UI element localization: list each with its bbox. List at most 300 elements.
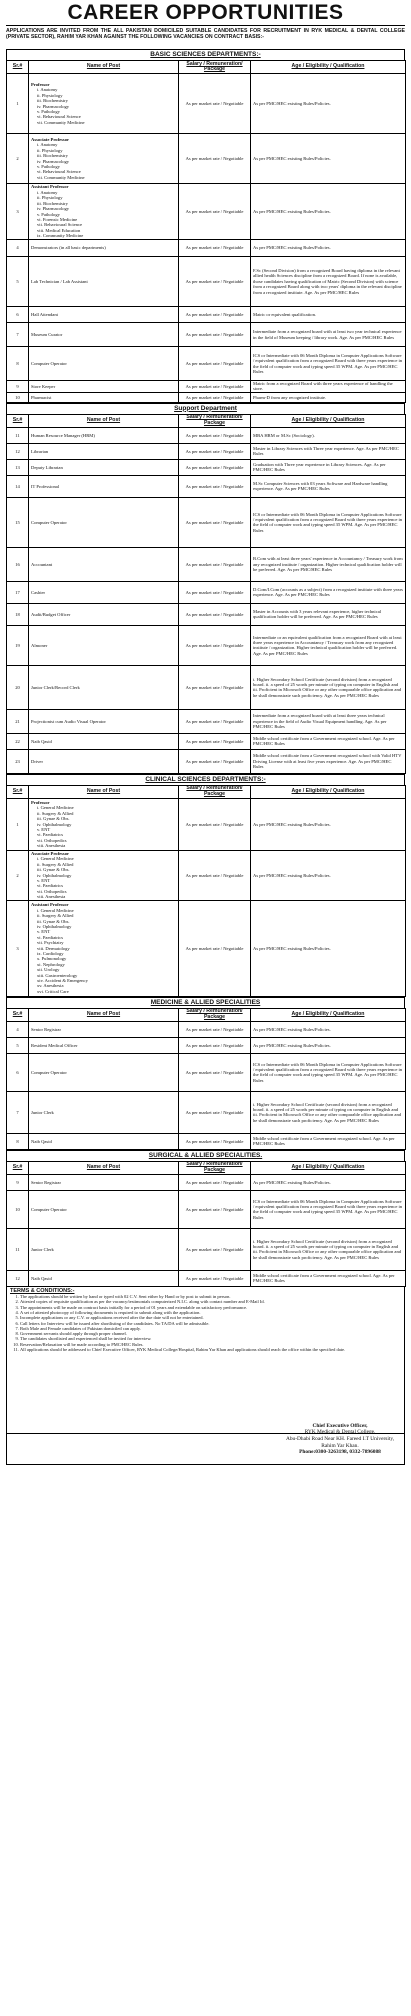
post-name: IT Professional	[31, 483, 60, 489]
salary-cell: As per market rate / Negotiable	[179, 1228, 251, 1270]
post-name: Assistant Professor	[31, 902, 69, 908]
post-name-cell	[29, 74, 179, 134]
post-name-cell	[29, 134, 179, 184]
post-name-cell	[29, 733, 179, 749]
table-row	[7, 1190, 406, 1228]
salary-cell: As per market rate / Negotiable	[179, 1174, 251, 1190]
department-item: viii. Dermatology	[37, 945, 70, 951]
intro-paragraph: APPLICATIONS ARE INVITED FROM THE ALL PAKISTAN DOMICILED SUITABLE CANDIDATES FOR RECRUITMENT IN RYK MEDICAL & DENTAL COLLEGE (PRIVATE SECTOR), RAHIM YAR KHAN AGAINST THE FOLLOWING VACANCIES ON CONTRACT BASIS:-	[6, 25, 405, 49]
term-item: 11. All applications should be addressed to Chief Executive Officer, RYK Medical College/Hospital, Rahim Yar Khan and applications should reach the office within the specified date.	[20, 1347, 401, 1352]
column-header-sr: Sr.#	[7, 1008, 29, 1021]
salary-cell: As per market rate / Negotiable	[179, 798, 251, 850]
department-item: ix. Community Medicine	[37, 233, 84, 239]
salary-cell: As per market rate / Negotiable	[179, 1053, 251, 1091]
serial-number: 7	[7, 1091, 29, 1133]
post-name-cell	[29, 475, 179, 497]
post-name: Senior Registrar	[31, 1026, 61, 1032]
department-item: viii. Anesthesia	[37, 894, 66, 900]
salary-cell: As per market rate / Negotiable	[179, 74, 251, 134]
salary-cell: As per market rate / Negotiable	[179, 427, 251, 443]
post-name-cell	[29, 709, 179, 733]
post-name: Associate Professor	[31, 136, 70, 142]
table-row	[7, 307, 406, 323]
department-item: xiv. Accident & Emergency	[37, 978, 88, 984]
serial-number: 9	[7, 1174, 29, 1190]
salary-cell: As per market rate / Negotiable	[179, 392, 251, 402]
table-row	[7, 392, 406, 402]
eligibility-cell: Matric or equivalent qualification.	[251, 307, 406, 323]
section-title: Support Department	[6, 403, 405, 414]
serial-number: 3	[7, 900, 29, 996]
eligibility-cell: As per PMC/HEC existing Rules/Policies.	[251, 850, 406, 900]
eligibility-cell: Middle school certificate from a Government recognized school. Age. As per PMC/HEC Rules	[251, 1270, 406, 1286]
post-name: Computer Operator	[31, 1069, 67, 1075]
terms-and-conditions	[6, 1287, 405, 1434]
term-item: 6. Call letters for Interview will be issued after shortlisting of the candidates. No TA/DA will be admissible.	[20, 1321, 401, 1326]
eligibility-cell: Matric from a recognized Board with three years experience of handling the store.	[251, 381, 406, 393]
table-row	[7, 749, 406, 773]
column-header-name: Name of Post	[29, 1161, 179, 1174]
eligibility-cell: Middle school certificate from a Government recognized school with Valid HTV Driving License with at least five years experience. Age. As per PMC/HEC Rules	[251, 749, 406, 773]
term-item: 2. Attested copies of requisite qualification as per the vacancy/testimonials computerized N.I.C. along with contact number and E-Mail Id.	[20, 1299, 401, 1304]
table-row	[7, 547, 406, 581]
department-item: vii. Community Medicine	[37, 174, 85, 180]
department-item: vii. Orthopedics	[37, 837, 67, 843]
serial-number: 14	[7, 475, 29, 497]
post-name-cell	[29, 603, 179, 625]
post-name: Computer Operator	[31, 360, 67, 366]
salary-cell: As per market rate / Negotiable	[179, 497, 251, 547]
table-row	[7, 257, 406, 307]
serial-number: 1	[7, 74, 29, 134]
eligibility-cell: Pharm-D from any recognized institute.	[251, 392, 406, 402]
department-item: vi. Paediatrics	[37, 883, 64, 889]
department-item: ii. Surgery & Allied	[37, 810, 74, 816]
eligibility-cell: MBA HRM or M.Sc (Sociology).	[251, 427, 406, 443]
section-title: MEDICINE & ALLIED SPECIALITIES	[6, 997, 405, 1008]
serial-number: 17	[7, 581, 29, 603]
post-name-cell	[29, 1053, 179, 1091]
vacancy-table	[6, 785, 406, 997]
post-name: Professor	[31, 81, 50, 87]
department-item: viii. Anesthesia	[37, 843, 66, 849]
department-item: i. General Medicine	[37, 907, 74, 913]
post-name-cell	[29, 1133, 179, 1149]
post-name: Pharmacist	[31, 394, 52, 400]
term-item: 5. Incomplete applications or any C.V. or applications received after the due date will not be entertained.	[20, 1315, 401, 1320]
column-header-age: Age / Eligibility / Qualification	[251, 61, 406, 74]
eligibility-cell: As per PMC/HEC existing Rules/Policies.	[251, 74, 406, 134]
serial-number: 5	[7, 257, 29, 307]
salary-cell: As per market rate / Negotiable	[179, 1021, 251, 1037]
contact-address-2: Rahim Yar Khan.	[321, 1442, 359, 1449]
department-item: iv. Ophthalmology	[37, 872, 72, 878]
eligibility-cell: i. Higher Secondary School Certificate (second division) from a recognized board. ii. a speed of 25 words per minute of typing on computer in English and iii. Proficient in Microsoft Office or any other comparable office application and he shall demonstrate such proficiency. Age. As per PMC/HEC Rules	[251, 665, 406, 709]
salary-cell: As per market rate / Negotiable	[179, 709, 251, 733]
term-item: 8. Government servants should apply through proper channel.	[20, 1331, 401, 1336]
table-row	[7, 1174, 406, 1190]
post-name: Naib Qasid	[31, 1275, 52, 1281]
salary-cell: As per market rate / Negotiable	[179, 1270, 251, 1286]
table-header-row	[7, 414, 406, 427]
term-item: 10. Reservation/Relaxation will be made according to PMC/HEC Rules.	[20, 1342, 401, 1347]
salary-cell: As per market rate / Negotiable	[179, 347, 251, 381]
contact-address-1: Abu-Dhabi Road Near KH. Fareed I.T University,	[285, 1436, 395, 1443]
contact-officer: Chief Executive Officer,	[312, 1422, 368, 1429]
table-row	[7, 323, 406, 347]
eligibility-cell: Graduation with Three year experience in Library Sciences. Age. As per PMC/HEC Rules	[251, 459, 406, 475]
eligibility-cell: As per PMC/HEC existing Rules/Policies.	[251, 1174, 406, 1190]
salary-cell: As per market rate / Negotiable	[179, 240, 251, 257]
post-name-cell	[29, 1174, 179, 1190]
term-item: 7. Both Male and Female candidates of Pakistan domiciled can apply.	[20, 1326, 401, 1331]
serial-number: 16	[7, 547, 29, 581]
salary-cell: As per market rate / Negotiable	[179, 1091, 251, 1133]
post-name-cell	[29, 749, 179, 773]
serial-number: 12	[7, 1270, 29, 1286]
section-title: CLINICAL SCIENCES DEPARTMENTS:-	[6, 774, 405, 785]
serial-number: 2	[7, 850, 29, 900]
department-item: vi. Paediatrics	[37, 832, 64, 838]
post-name-cell	[29, 323, 179, 347]
table-row	[7, 427, 406, 443]
table-row	[7, 900, 406, 996]
post-name-cell	[29, 427, 179, 443]
table-row	[7, 625, 406, 665]
department-item: x. Pulmonology	[37, 956, 67, 962]
salary-cell: As per market rate / Negotiable	[179, 475, 251, 497]
post-name-cell	[29, 625, 179, 665]
eligibility-cell: F.Sc (Second Division) from a recognized Board having diploma in the relevant allied health Sciences discipline from a recognized Board. If none is available, those candidates having qualification of Matric (Second Division) with science from a recognized Board along with two years' diploma in the relevant discipline from a recognized institute. Age. As per PMC/HEC Rules	[251, 257, 406, 307]
serial-number: 22	[7, 733, 29, 749]
eligibility-cell: As per PMC/HEC existing Rules/Policies.	[251, 1037, 406, 1053]
column-header-age: Age / Eligibility / Qualification	[251, 785, 406, 798]
column-header-age: Age / Eligibility / Qualification	[251, 1161, 406, 1174]
section-title: SURGICAL & ALLIED SPECIALITIES.	[6, 1150, 405, 1161]
post-name: Resident Medical Officer	[31, 1042, 78, 1048]
salary-cell: As per market rate / Negotiable	[179, 1133, 251, 1149]
department-item: i. Anatomy	[37, 142, 58, 148]
department-item: iii. Gynae & Obs.	[37, 816, 70, 822]
eligibility-cell: D.Com/I.Com (accounts as a subject) from a recognized institute with three years experience. Age. As per PMC/HEC Rules	[251, 581, 406, 603]
post-name: Store Keeper	[31, 383, 56, 389]
post-name-cell	[29, 497, 179, 547]
department-item: iv. Ophthalmology	[37, 821, 72, 827]
department-item: ii. Surgery & Allied	[37, 913, 74, 919]
table-row	[7, 603, 406, 625]
table-row	[7, 134, 406, 184]
post-name-cell	[29, 1091, 179, 1133]
post-name-cell	[29, 1021, 179, 1037]
post-name-cell	[29, 1190, 179, 1228]
table-row	[7, 74, 406, 134]
post-name: Junior Clerk	[31, 1109, 54, 1115]
post-name-cell	[29, 459, 179, 475]
serial-number: 4	[7, 240, 29, 257]
department-item: vi. Behavioural Science	[37, 169, 81, 175]
column-header-salary: Salary / Remuneration/ Package	[179, 414, 251, 427]
eligibility-cell: Intermediate from a recognized board with at least three years technical experience in the field of Audio Visual Equipment handling. Age. As per PMC/HEC Rules	[251, 709, 406, 733]
vacancy-table	[6, 1008, 406, 1150]
vacancy-table	[6, 414, 406, 774]
serial-number: 9	[7, 381, 29, 393]
table-row	[7, 1228, 406, 1270]
post-name-cell	[29, 307, 179, 323]
serial-number: 11	[7, 427, 29, 443]
department-item: vi. Forensic Medicine	[37, 216, 78, 222]
post-name: Professor	[31, 799, 50, 805]
post-name: Accountant	[31, 561, 53, 567]
department-item: xi. Nephrology	[37, 961, 65, 967]
column-header-sr: Sr.#	[7, 414, 29, 427]
post-name-cell	[29, 347, 179, 381]
serial-number: 1	[7, 798, 29, 850]
post-name-cell	[29, 798, 179, 850]
term-item: 1. The applications should be written by hand or typed with 02 C.V. Sent either by Hand or by post to submit in person.	[20, 1294, 401, 1299]
eligibility-cell: Intermediate or an equivalent qualification from a recognized Board with at least three years experience in Accountancy / Treasury work from any recognized institute / organization. Higher technical qualification holder will be preferred. Age. As per PMC/HEC Rules	[251, 625, 406, 665]
table-row	[7, 497, 406, 547]
serial-number: 20	[7, 665, 29, 709]
eligibility-cell: ICS or Intermediate with 06 Month Diploma in Computer Applications Software / equivalent qualification from a recognized Board with three years experience in the field of computer work and typing speed 35 WPM. Age. As per PMC/HEC Rules	[251, 1190, 406, 1228]
post-name: Naib Qasid	[31, 738, 52, 744]
department-item: v. Pathology	[37, 211, 60, 217]
post-name-cell	[29, 1037, 179, 1053]
department-item: iv. Pharmacology	[37, 103, 70, 109]
table-row	[7, 347, 406, 381]
contact-block	[284, 1423, 396, 1456]
eligibility-cell: Master in Accounts with 3 years relevant experience, higher technical qualification holder will be preferred. Age. As per PMC/HEC Rules	[251, 603, 406, 625]
department-item: v. Pathology	[37, 163, 60, 169]
department-item: vi. Paediatrics	[37, 934, 64, 940]
serial-number: 8	[7, 1133, 29, 1149]
column-header-age: Age / Eligibility / Qualification	[251, 414, 406, 427]
post-name: Deputy Librarian	[31, 464, 63, 470]
eligibility-cell: As per PMC/HEC existing Rules/Policies.	[251, 900, 406, 996]
table-row	[7, 798, 406, 850]
salary-cell: As per market rate / Negotiable	[179, 1037, 251, 1053]
post-name-cell	[29, 1228, 179, 1270]
department-item: xv. Anesthesia	[37, 983, 64, 989]
department-item: iv. Ophthalmology	[37, 923, 72, 929]
salary-cell: As per market rate / Negotiable	[179, 581, 251, 603]
eligibility-cell: B.Com with at least three years' experience in Accountancy / Treasury work from any recognized institute / organization. Higher technical qualification holder will be preferred. Age. As per PMC/HEC Rules	[251, 547, 406, 581]
vacancy-table	[6, 1161, 406, 1287]
department-item: iii. Biochemistry	[37, 98, 68, 104]
eligibility-cell: ICS or Intermediate with 06 Month Diploma in Computer Applications Software / equivalent qualification from a recognized Board with three years experience in the field of computer work and typing speed 35 WPM. Age. As per PMC/HEC Rules	[251, 347, 406, 381]
salary-cell: As per market rate / Negotiable	[179, 665, 251, 709]
post-name-cell	[29, 392, 179, 402]
contact-phone: Phone:0300-3263198, 0332-7896088	[299, 1449, 381, 1456]
table-row	[7, 240, 406, 257]
serial-number: 19	[7, 625, 29, 665]
column-header-salary: Salary / Remuneration/ Package	[179, 1161, 251, 1174]
table-row	[7, 1133, 406, 1149]
vacancy-sections	[6, 49, 405, 1287]
salary-cell: As per market rate / Negotiable	[179, 307, 251, 323]
salary-cell: As per market rate / Negotiable	[179, 603, 251, 625]
table-row	[7, 475, 406, 497]
column-header-name: Name of Post	[29, 61, 179, 74]
department-item: vi. Behavioural Science	[37, 114, 81, 120]
eligibility-cell: Intermediate from a recognized board with at least two year technical experience in the field of Museum keeping / library work. Age. As per PMC/HEC Rules	[251, 323, 406, 347]
column-header-name: Name of Post	[29, 414, 179, 427]
post-name: Assistant Professor	[31, 184, 69, 190]
post-name: Almoner	[31, 642, 48, 648]
term-item: 4. A set of attested photocopy of following documents is required to submit along with the application.	[20, 1310, 401, 1315]
terms-list	[10, 1294, 401, 1352]
eligibility-cell: As per PMC/HEC existing Rules/Policies.	[251, 134, 406, 184]
post-name-cell	[29, 547, 179, 581]
serial-number: 4	[7, 1021, 29, 1037]
eligibility-cell: M.Sc Computer Sciences with 03 years Software and Hardware handling experience. Age. As per PMC/HEC Rules	[251, 475, 406, 497]
department-item: iii. Gynae & Obs.	[37, 867, 70, 873]
salary-cell: As per market rate / Negotiable	[179, 257, 251, 307]
department-item: ii. Surgery & Allied	[37, 861, 74, 867]
table-row	[7, 381, 406, 393]
serial-number: 8	[7, 347, 29, 381]
post-name: Demonstrators (in all basic departments)	[31, 245, 106, 251]
department-item: xiii. Gastroenterology	[37, 972, 78, 978]
eligibility-cell: As per PMC/HEC existing Rules/Policies.	[251, 240, 406, 257]
post-name: Human Resource Manager (HRM)	[31, 432, 95, 438]
department-item: iii. Biochemistry	[37, 200, 68, 206]
salary-cell: As per market rate / Negotiable	[179, 323, 251, 347]
post-name: Lab Technician / Lab Assistant	[31, 278, 88, 284]
post-name: Naib Qasid	[31, 1138, 52, 1144]
table-row	[7, 581, 406, 603]
post-name-cell	[29, 900, 179, 996]
post-name: Audit/Budget Officer	[31, 611, 71, 617]
table-row	[7, 1037, 406, 1053]
salary-cell: As per market rate / Negotiable	[179, 625, 251, 665]
table-row	[7, 443, 406, 459]
salary-cell: As per market rate / Negotiable	[179, 134, 251, 184]
department-item: v. ENT	[37, 878, 51, 884]
eligibility-cell: ICS or Intermediate with 06 Month Diploma in Computer Applications Software / equivalent qualification from a recognized Board with three years experience in the field of computer work and typing speed 35 WPM. Age. As per PMC/HEC Rules	[251, 497, 406, 547]
term-item: 9. The candidates shortlisted and experienced shall be invited for interview.	[20, 1336, 401, 1341]
table-row	[7, 1091, 406, 1133]
department-item: i. General Medicine	[37, 856, 74, 862]
post-name: Associate Professor	[31, 850, 70, 856]
post-name: Hall Attendant	[31, 311, 58, 317]
salary-cell: As per market rate / Negotiable	[179, 749, 251, 773]
serial-number: 7	[7, 323, 29, 347]
department-item: i. Anatomy	[37, 189, 58, 195]
serial-number: 12	[7, 443, 29, 459]
post-name: Computer Operator	[31, 1206, 67, 1212]
table-row	[7, 733, 406, 749]
eligibility-cell: As per PMC/HEC existing Rules/Policies.	[251, 1021, 406, 1037]
department-item: xii. Urology	[37, 967, 60, 973]
section-title: BASIC SCIENCES DEPARTMENTS:-	[6, 49, 405, 60]
department-item: ii. Physiology	[37, 92, 63, 98]
salary-cell: As per market rate / Negotiable	[179, 547, 251, 581]
column-header-sr: Sr.#	[7, 785, 29, 798]
table-header-row	[7, 1161, 406, 1174]
department-item: vii. Orthopedics	[37, 888, 67, 894]
post-name: Junior Clerk	[31, 1246, 54, 1252]
term-item: 3. The appointments will be made on contract basis initially for a period of 01 years and extendable on satisfactory performance.	[20, 1305, 401, 1310]
table-row	[7, 184, 406, 240]
post-name-cell	[29, 665, 179, 709]
salary-cell: As per market rate / Negotiable	[179, 900, 251, 996]
serial-number: 13	[7, 459, 29, 475]
department-item: vii. Behavioural Science	[37, 222, 83, 228]
department-item: ii. Physiology	[37, 147, 63, 153]
post-name-cell	[29, 1270, 179, 1286]
eligibility-cell: Master in Library Sciences with Three year experience. Age. As per PMC/HEC Rules	[251, 443, 406, 459]
post-name-cell	[29, 257, 179, 307]
table-header-row	[7, 1008, 406, 1021]
post-name: Projectionist cum Audio Visual Operator	[31, 718, 106, 724]
post-name-cell	[29, 240, 179, 257]
table-header-row	[7, 785, 406, 798]
salary-cell: As per market rate / Negotiable	[179, 850, 251, 900]
advertisement-page	[6, 0, 405, 1465]
department-item: iv. Pharmacology	[37, 158, 70, 164]
table-row	[7, 1021, 406, 1037]
serial-number: 10	[7, 392, 29, 402]
serial-number: 6	[7, 1053, 29, 1091]
serial-number: 2	[7, 134, 29, 184]
serial-number: 6	[7, 307, 29, 323]
eligibility-cell: ICS or Intermediate with 06 Month Diploma in Computer Applications Software / equivalent qualification from a recognized Board with three years experience in the field of computer work and typing speed 35 WPM. Age. As per PMC/HEC Rules	[251, 1053, 406, 1091]
eligibility-cell: As per PMC/HEC existing Rules/Policies.	[251, 184, 406, 240]
table-header-row	[7, 61, 406, 74]
post-name: Computer Operator	[31, 519, 67, 525]
salary-cell: As per market rate / Negotiable	[179, 733, 251, 749]
post-name-cell	[29, 443, 179, 459]
column-header-salary: Salary / Remuneration/ Package	[179, 61, 251, 74]
table-row	[7, 459, 406, 475]
post-name-cell	[29, 850, 179, 900]
department-item: iii. Gynae & Obs.	[37, 918, 70, 924]
column-header-salary: Salary / Remuneration/ Package	[179, 1008, 251, 1021]
table-row	[7, 850, 406, 900]
department-item: iv. Pharmacology	[37, 206, 70, 212]
serial-number: 10	[7, 1190, 29, 1228]
serial-number: 21	[7, 709, 29, 733]
salary-cell: As per market rate / Negotiable	[179, 184, 251, 240]
eligibility-cell: Middle school certificate from a Government recognized school. Age. As per PMC/HEC Rules	[251, 1133, 406, 1149]
department-item: v. Pathology	[37, 108, 60, 114]
department-item: ii. Physiology	[37, 195, 63, 201]
department-item: v. ENT	[37, 929, 51, 935]
post-name: Librarian	[31, 448, 49, 454]
department-item: vii. Community Medicine	[37, 119, 85, 125]
table-row	[7, 1270, 406, 1286]
post-name: Senior Registrar	[31, 1179, 61, 1185]
footer	[6, 1422, 405, 1465]
salary-cell: As per market rate / Negotiable	[179, 381, 251, 393]
department-item: vii. Psychiatry	[37, 940, 64, 946]
serial-number: 15	[7, 497, 29, 547]
department-item: i. General Medicine	[37, 805, 74, 811]
page-title: CAREER OPPORTUNITIES	[67, 1, 344, 24]
serial-number: 18	[7, 603, 29, 625]
column-header-salary: Salary / Remuneration/ Package	[179, 785, 251, 798]
department-item: iii. Biochemistry	[37, 153, 68, 159]
post-name: Junior Clerk/Record Clerk	[31, 684, 80, 690]
table-row	[7, 665, 406, 709]
contact-college: RYK Medical & Dental College,	[304, 1429, 376, 1436]
post-name: Cashier	[31, 589, 46, 595]
department-item: v. ENT	[37, 827, 51, 833]
department-item: xvi. Critical Care	[37, 988, 69, 994]
salary-cell: As per market rate / Negotiable	[179, 1190, 251, 1228]
department-item: i. Anatomy	[37, 87, 58, 93]
department-item: ix. Cardiology	[37, 951, 64, 957]
